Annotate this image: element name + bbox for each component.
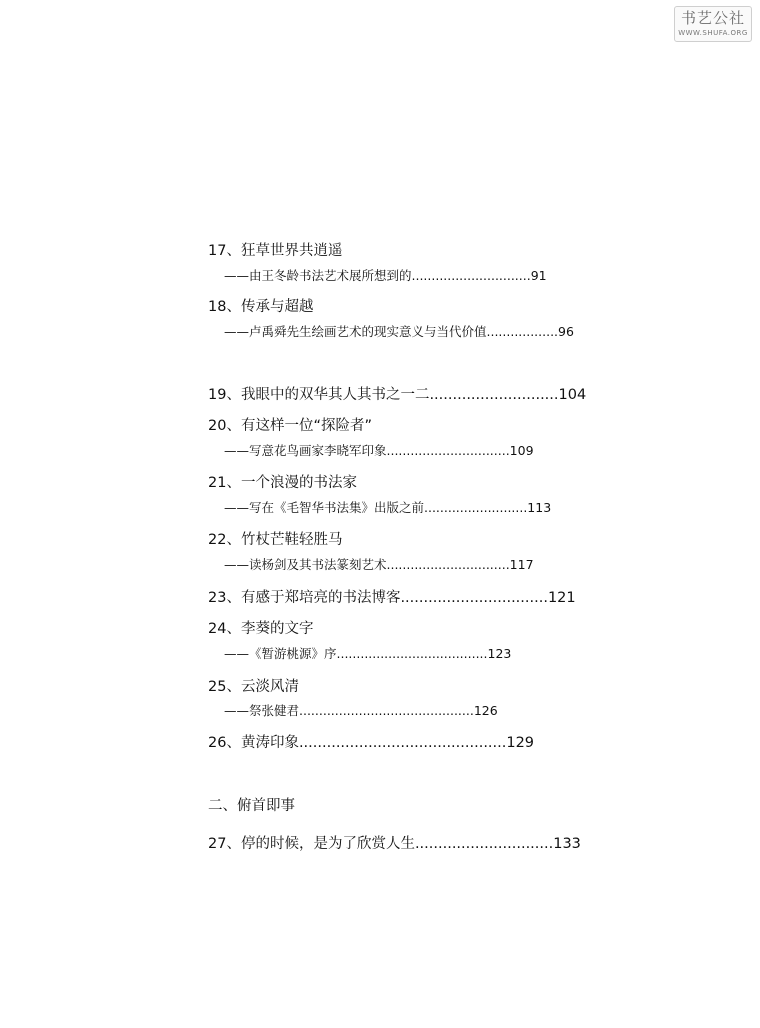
toc-entry-subtitle: ——卢禹舜先生绘画艺术的现实意义与当代价值..................96 <box>224 324 574 339</box>
toc-entry-title: 18、传承与超越 <box>208 299 314 315</box>
toc-entry-subtitle: ——读杨剑及其书法篆刻艺术...............................117 <box>224 557 534 572</box>
watermark-url: WWW.SHUFA.ORG <box>678 29 748 37</box>
toc-entry-title: 17、狂草世界共逍遥 <box>208 243 343 259</box>
toc-entry-subtitle: ——祭张健君............................................126 <box>224 703 498 718</box>
toc-entry-title: 25、云淡风清 <box>208 679 299 695</box>
toc-entry-title: 27、停的时候，是为了欣赏人生..............................133 <box>208 836 581 852</box>
toc-entry-subtitle: ——写在《毛智华书法集》出版之前..........................113 <box>224 500 552 515</box>
toc-entry-subtitle: ——写意花鸟画家李晓军印象...............................109 <box>224 443 534 458</box>
toc-entry-subtitle: ——由王冬龄书法艺术展所想到的..............................91 <box>224 268 547 283</box>
toc-entry-title: 23、有感于郑培亮的书法博客................................121 <box>208 590 576 606</box>
toc-entry-title: 26、黄涛印象.............................................129 <box>208 735 535 751</box>
toc-entry-title: 19、我眼中的双华其人其书之一二............................104 <box>208 387 587 403</box>
toc-section-heading: 二、俯首即事 <box>208 798 295 814</box>
watermark-glyphs: 书艺公社 <box>680 9 745 27</box>
toc-entry-title: 22、竹杖芒鞋轻胜马 <box>208 532 343 548</box>
toc-entry-title: 20、有这样一位“探险者” <box>208 418 372 434</box>
toc-entry-title: 24、李葵的文字 <box>208 621 314 637</box>
toc-entry-title: 21、一个浪漫的书法家 <box>208 475 357 491</box>
toc-entry-subtitle: ——《暂游桃源》序......................................123 <box>224 646 512 661</box>
